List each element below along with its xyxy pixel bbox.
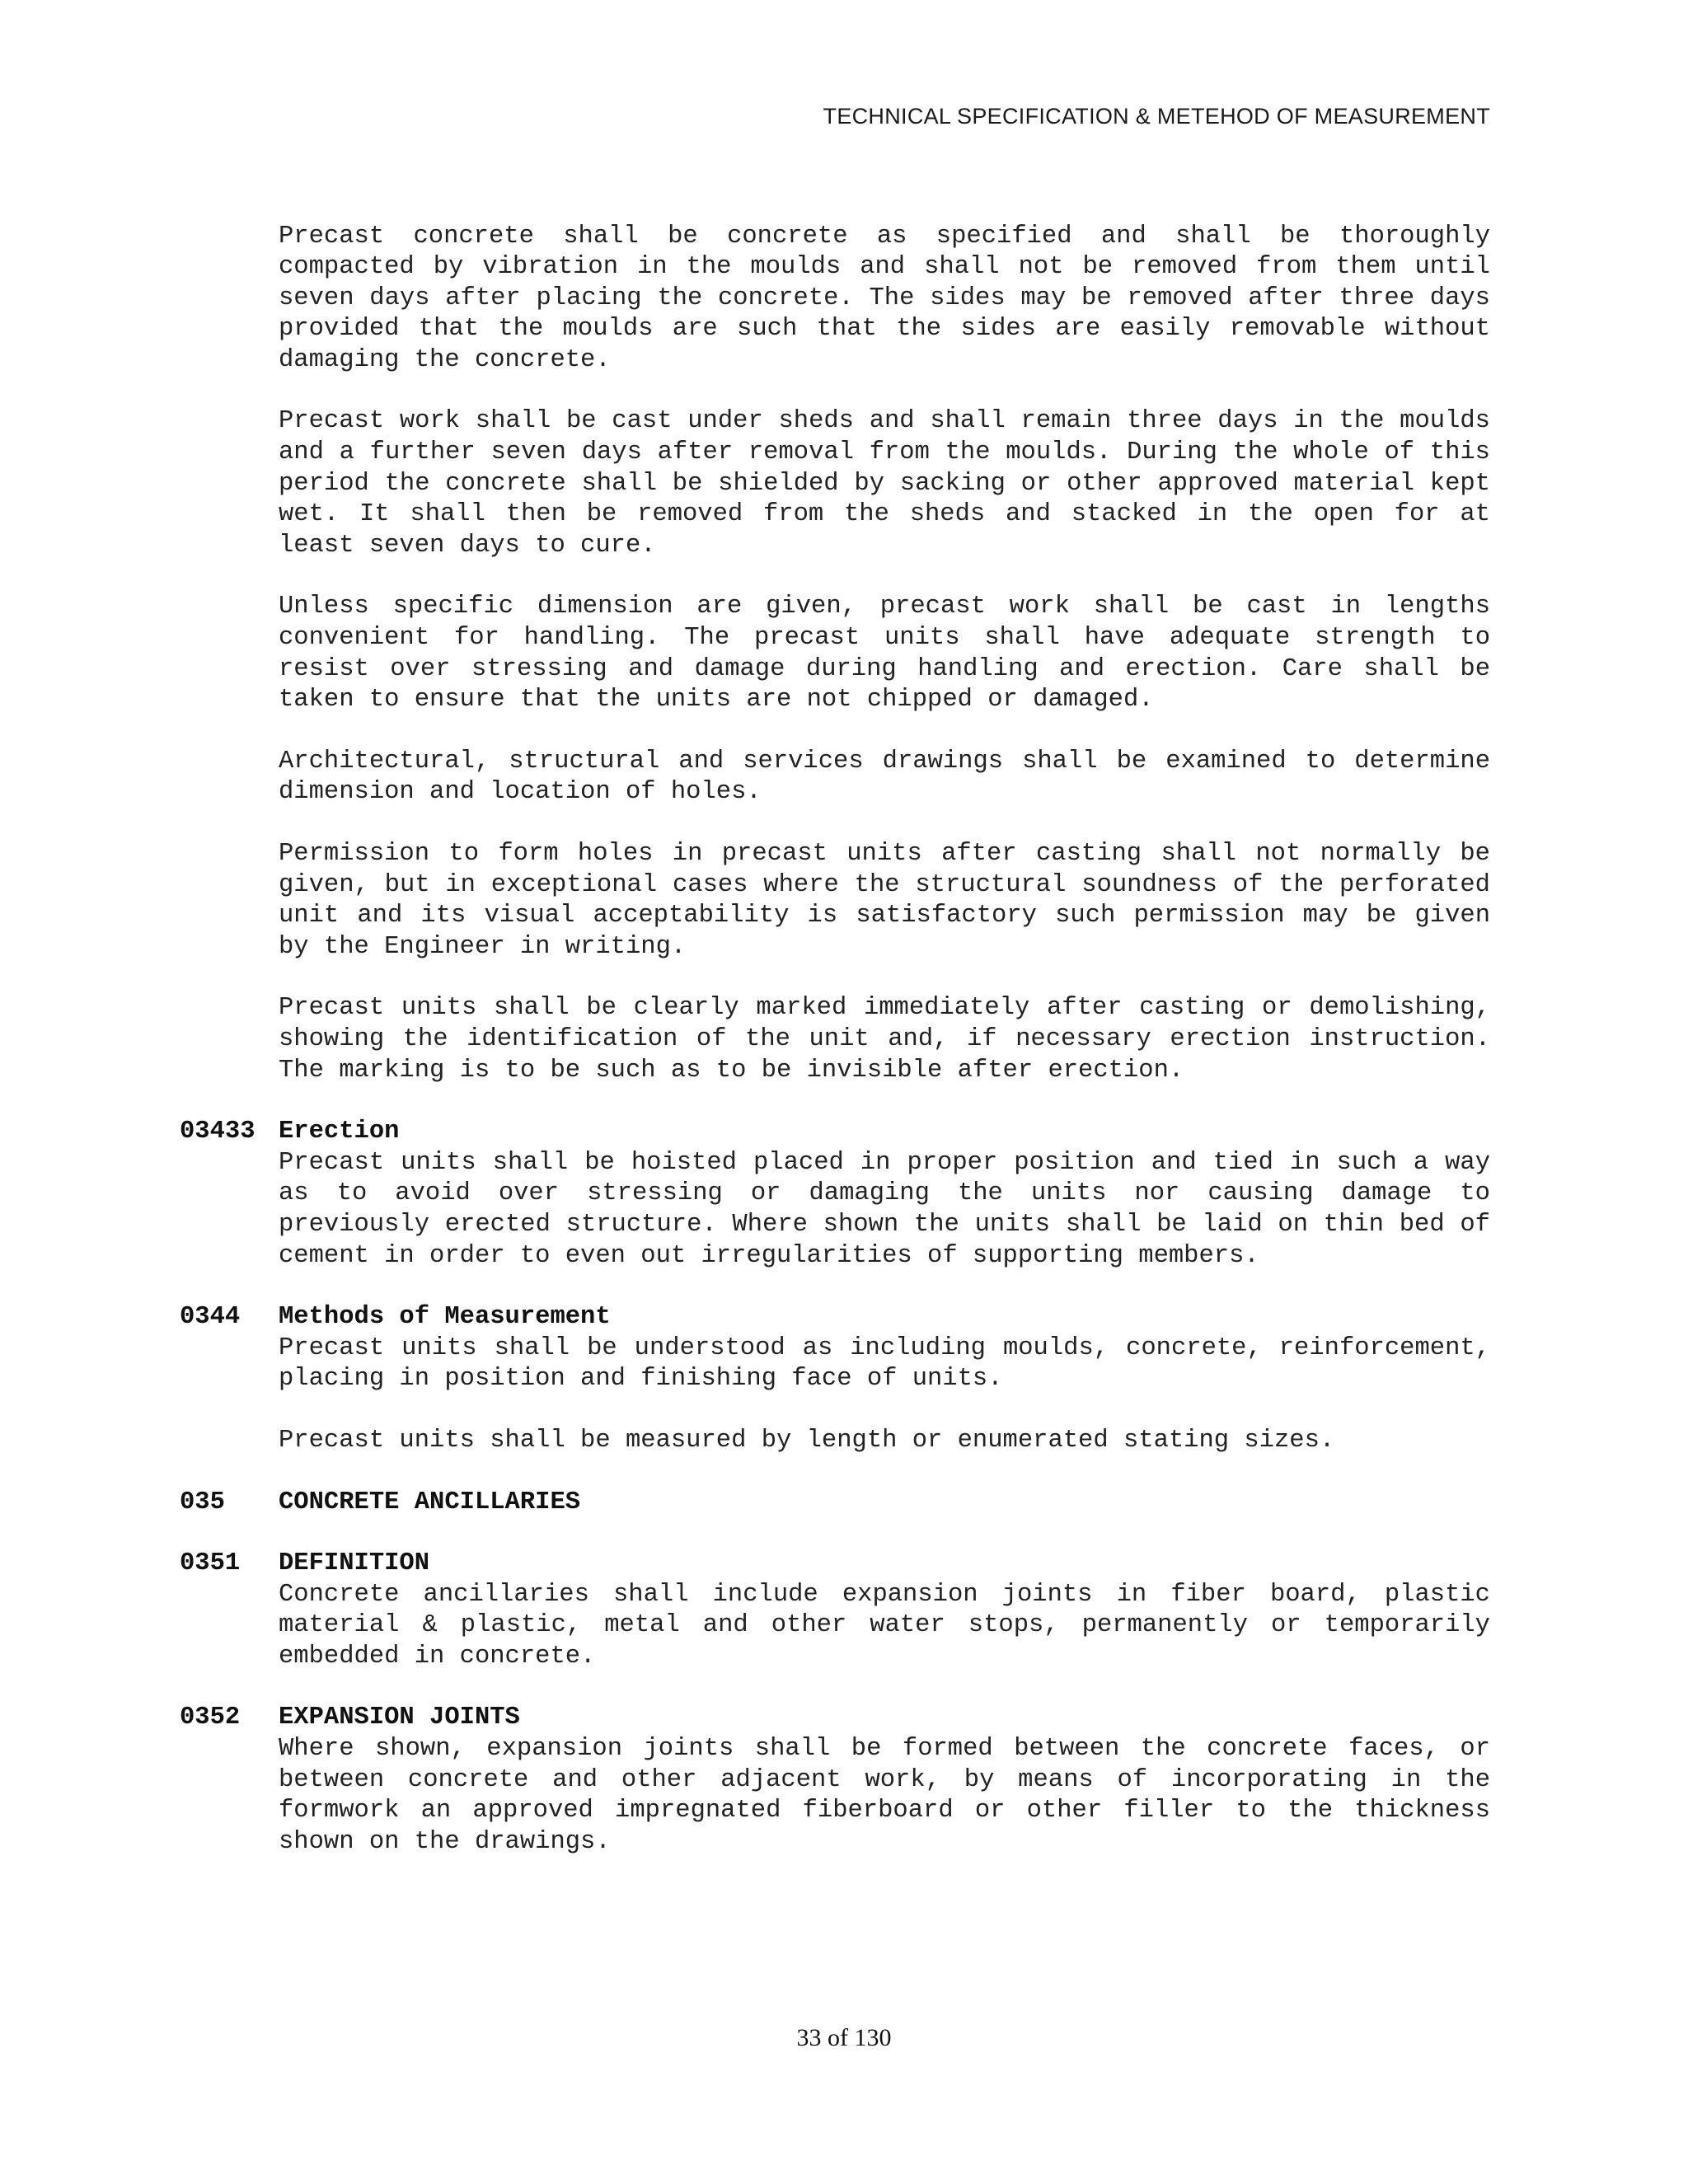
section-number: 0352 [180, 1704, 241, 1732]
section-number: 0344 [180, 1303, 241, 1332]
section-title: Methods of Measurement [279, 1303, 611, 1332]
section-title: CONCRETE ANCILLARIES [279, 1488, 581, 1516]
section-title: DEFINITION [279, 1549, 430, 1578]
body-paragraph: Architectural, structural and services drawings shall be examined to determine dimension and location of holes. [279, 747, 1490, 807]
body-paragraph: Precast units shall be understood as including moulds, concrete, reinforcement, placing in position and finishing face of units. [279, 1333, 1490, 1394]
body-paragraph: Precast units shall be clearly marked immediately after casting or demolishing, showing the identification of the unit and, if necessary erection instruction. The marking is to be such as to be invisible after erection. [279, 994, 1490, 1085]
document-header-title: TECHNICAL SPECIFICATION & METEHOD OF MEASUREMENT [823, 104, 1490, 129]
section-title: Erection [279, 1118, 400, 1146]
body-paragraph: Unless specific dimension are given, precast work shall be cast in lengths convenient for handling. The precast units shall have adequate strength to resist over stressing and damage during handling and erection. Care shall be taken to ensure that the units are not chipped or damaged. [279, 593, 1490, 715]
section-title: EXPANSION JOINTS [279, 1704, 520, 1732]
section-methods-of-measurement [180, 1302, 1490, 1456]
body-paragraph: Precast work shall be cast under sheds and shall remain three days in the moulds and a further seven days after removal from the moulds. During the whole of this period the concrete shall be shielded by sacking or other approved material kept wet. It shall then be removed from the sheds and stacked in the open for at least seven days to cure. [279, 407, 1490, 560]
section-number: 035 [180, 1488, 225, 1516]
document-body [180, 196, 1490, 1888]
section-definition [180, 1549, 1490, 1672]
section-concrete-ancillaries [180, 1488, 1490, 1519]
page-number: 33 of 130 [796, 2024, 892, 2051]
body-paragraph: Permission to form holes in precast units after casting shall not normally be given, but in exceptional cases where the structural soundness of the perforated unit and its visual acceptability is satisfactory such permission may be given by the Engineer in writing. [279, 840, 1490, 961]
body-paragraph: Precast concrete shall be concrete as specified and shall be thoroughly compacted by vibration in the moulds and shall not be removed from them until seven days after placing the concrete. The sides may be removed after three days provided that the moulds are such that the sides are easily removable without damaging the concrete. [279, 222, 1490, 374]
section-erection [180, 1117, 1490, 1272]
section-number: 03433 [180, 1118, 256, 1146]
section-expansion-joints [180, 1703, 1490, 1858]
body-paragraph: Where shown, expansion joints shall be formed between the concrete faces, or between concrete and other adjacent work, by means of incorporating in the formwork an approved impregnated fiberboard or other filler to the thickness shown on the drawings. [279, 1735, 1490, 1856]
body-paragraph: Precast units shall be hoisted placed in proper position and tied in such a way as to avoid over stressing or damaging the units nor causing damage to previously erected structure. Where shown the units shall be laid on thin bed of cement in order to even out irregularities of supporting members. [279, 1148, 1490, 1270]
section-number: 0351 [180, 1549, 241, 1578]
body-paragraph: Precast units shall be measured by length or enumerated stating sizes. [279, 1426, 1335, 1455]
body-paragraph: Concrete ancillaries shall include expansion joints in fiber board, plastic material & plastic, metal and other water stops, permanently or temporarily embedded in concrete. [279, 1580, 1490, 1671]
